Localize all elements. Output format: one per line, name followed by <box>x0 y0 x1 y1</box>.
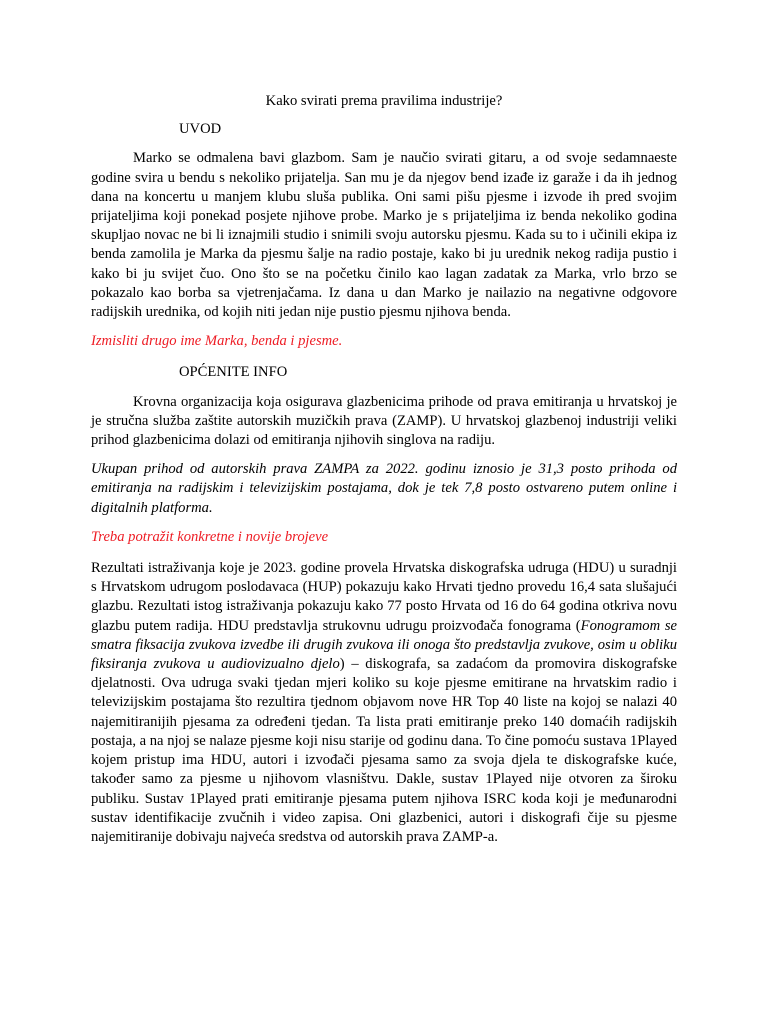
section-heading-info: OPĆENITE INFO <box>179 364 288 381</box>
phonogram-definition: Fonogramom se smatra fiksacija zvukova izvedbe ili drugih zvukova ili onoga što predstavlja zvukove, osim u obliku fiksiranja zvukova u audiovizualno djelo <box>91 617 678 673</box>
paragraph-zamp: Krovna organizacija koja osigurava glazbenicima prihode od prava emitiranja u hrvatskoj je je stručna služba zaštite autorskih muzičkih prava (ZAMP). U hrvatskoj glazbenoj industriji veliki prihod glazbenicima dolazi od emitiranja njihovih singlova na radiju. <box>91 393 677 449</box>
paragraph-uvod: Marko se odmalena bavi glazbom. Sam je naučio svirati gitaru, a od svoje sedamnaeste godine svira u bendu s nekoliko prijatelja. San mu je da njegov bend izađe iz garaže i da ih jednog dana na koncertu u manjem klubu sluša publika. Oni sami pišu pjesme i izvode ih pred svojim prijateljima koji ponekad posjete njihove probe. Marko je s prijateljima iz benda nekoliko godina skupljao novac ne bi li iznajmili studio i snimili svoju autorsku pjesmu. Kada su to i učinili ekipa iz benda zamolila je Marka da pjesmu šalje na radio postaje, kako bi ju urednik nekog radija pustio i kako bi ju svijet čuo. Ono što se na početku činilo kao lagan zadatak za Marka, vrlo brzo se pokazalo kao borba sa vjetrenjačama. Iz dana u dan Marko je nailazio na negativne odgovore radijskih urednika, od kojih niti jedan nije pustio pjesmu njihova benda. <box>91 150 677 321</box>
hdu-text-part2: ) – diskografa, sa zadaćom da promovira diskografske djelatnosti. Ova udruga svaki tjedan mjeri koliko su koje pjesme emitirane na hrvatskim radio i televizijskim postajama što rezultira tjednom objavom nove HR Top 40 liste na kojoj se nalazi 40 najemitiranijih pjesama za određeni tjedan. Ta lista prati emitiranje preko 140 domaćih radijskih postaja, a na njoj se nalaze pjesme koji nisu starije od godinu dana. To čine pomoću sustava 1Played kojem pristup ima HDU, autori i izvođači pjesama samo za svoja djela te diskografske kuće, također samo za pjesme u njihovom vlasništvu. Dakle, sustav 1Played nije otvoren za široku publiku. Sustav 1Played prati emitiranje pjesama putem njihova ISRC koda koji je međunarodni sustav identifikacije zvučnih i video zapisa. Oni glazbenici, autori i diskografi čije su pjesme najemitiranije dobivaju najveća sredstva od autorskih prava ZAMP-a. <box>91 656 678 845</box>
hdu-text-part1: Rezultati istraživanja koje je 2023. godine provela Hrvatska diskografska udruga (HDU) u suradnji s Hrvatskom udrugom poslodavaca (HUP) pokazuju kako Hrvati tjedno provedu 16,4 sata slušajući glazbu. Rezultati istog istraživanja pokazuju kako 77 posto Hrvata od 16 do 64 godina otkriva novu glazbu putem radija. HDU predstavlja strukovnu udrugu proizvođača fonograma ( <box>91 560 677 634</box>
editor-note-numbers: Treba potražit konkretne i novije brojeve <box>91 528 329 545</box>
document-title: Kako svirati prema pravilima industrije? <box>265 93 503 109</box>
paragraph-hdu-research <box>91 559 677 847</box>
paragraph-income-stats: Ukupan prihod od autorskih prava ZAMPA za 2022. godinu iznosio je 31,3 posto prihoda od emitiranja na radijskim i televizijskim postajama, dok je tek 7,8 posto ostvareno putem online i digitalnih platforma. <box>91 461 677 516</box>
section-heading-uvod: UVOD <box>179 121 222 138</box>
editor-note-rename: Izmisliti drugo ime Marka, benda i pjesme. <box>91 333 343 350</box>
